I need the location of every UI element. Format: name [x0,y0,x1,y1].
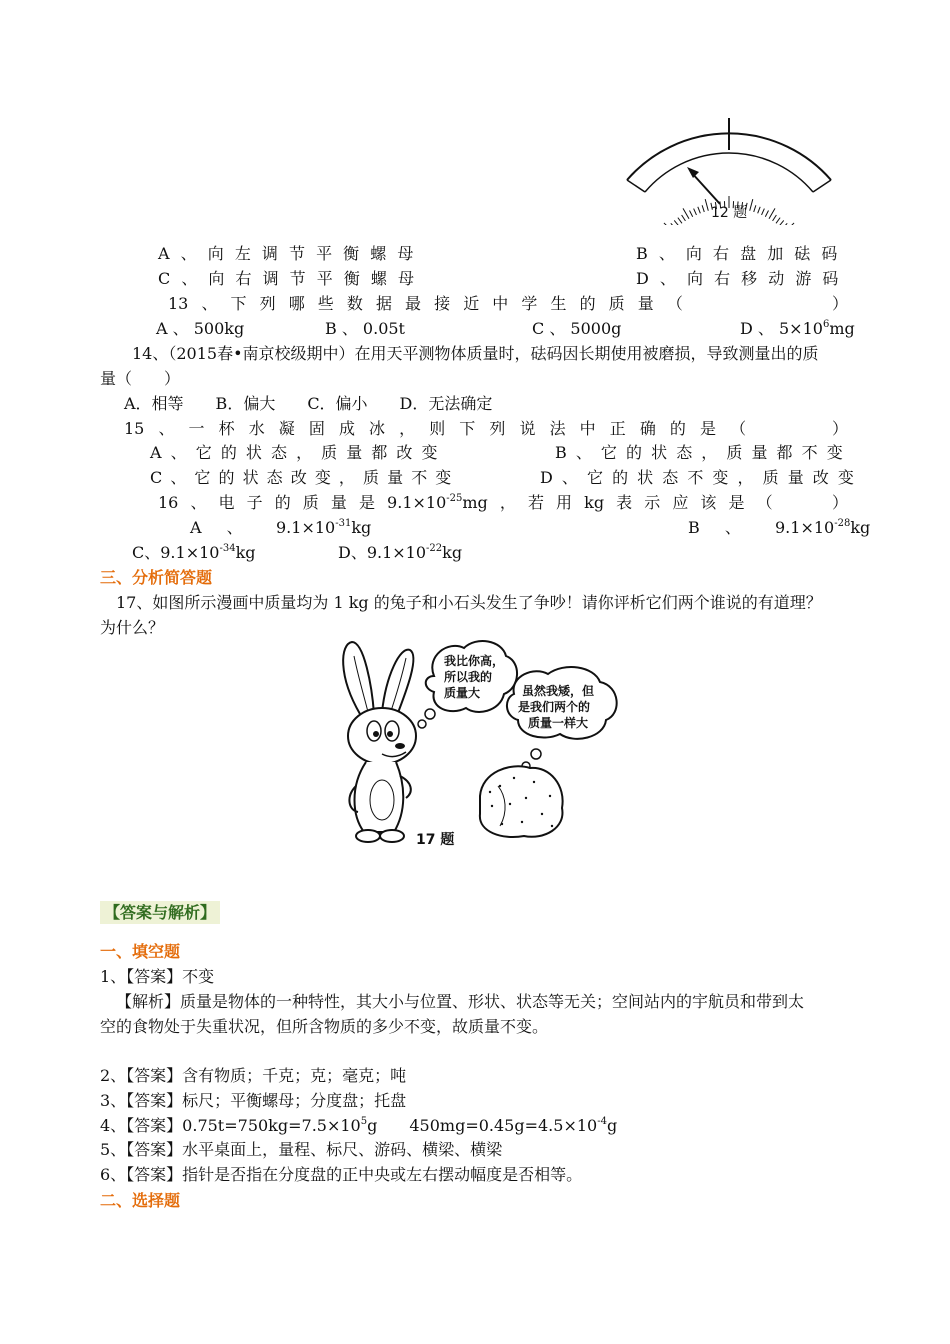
q15-option-a: A 、 它 的 状 态 ， 质 量 都 改 变 [150,443,438,462]
q17-line1: 17、如图所示漫画中质量均为 1 kg 的兔子和小石头发生了争吵！请你评析它们两个谁说的有道理？ [116,593,822,612]
bubble-rabbit-line2: 所以我的 [444,670,493,684]
q16-option-b: $9.1\times 10^{-28}kg$ [775,518,871,537]
dial-tick [682,215,686,221]
q15-option-d: D 、 它 的 状 态 不 变 ， 质 量 改 变 [540,468,854,487]
dial-tick [773,215,777,221]
q16-paren: ） [832,493,849,512]
answer-1: 1、【答案】不变 [100,967,215,986]
q13-option-a: A 、 500kg [156,319,245,338]
dial-tick [769,208,775,218]
q12-option-c: C 、 向 右 调 节 平 衡 螺 母 [158,269,415,288]
figure-17 [330,636,630,854]
figure-17-caption: 17 题 [416,832,455,848]
q17-line2: 为什么？ [100,618,165,637]
q13-option-d: D 、 $5\times 10^6mg$ [740,319,855,338]
bubble-stone-line2: 是我们两个的 [518,700,591,714]
q16-option-a: $9.1\times 10^{-31}kg$ [276,518,372,537]
dial-tick [750,199,753,211]
q15-stem: 15 、 一 杯 水 凝 固 成 冰 ， 则 下 列 说 法 中 正 确 的 是 （ [124,419,747,438]
q13-option-b: B 、 0.05t [325,319,405,338]
dial-tick [698,207,701,214]
bubble-rabbit-line3: 质量大 [444,686,481,700]
q15-option-c: C 、 它 的 状 态 改 变 ， 质 量 不 变 [150,468,452,487]
dial-tick [762,209,765,215]
dial-tick [702,205,704,212]
q16-option-d: D、$9.1\times 10^{-22}kg$ [338,543,463,562]
bubble-stone-line3: 质量一样大 [528,716,589,730]
dial-tick [690,210,693,216]
dial-tick [765,210,768,216]
answer-6: 6、【答案】指针是否指在分度盘的正中央或左右摆动幅度是否相等。 [100,1165,583,1184]
bubble-stone-line1: 虽然我矮，但 [522,684,595,698]
dial-tick [678,218,682,224]
q16-option-b-label: B 、 [688,518,741,537]
dial-tick [783,223,788,225]
q12-option-a: A 、 向 左 调 节 平 衡 螺 母 [158,244,414,263]
q12-option-d: D 、 向 右 移 动 游 码 [636,269,839,288]
q15-option-b: B 、 它 的 状 态 ， 质 量 都 不 变 [555,443,843,462]
q14-line1: 14、（2015春•南京校级期中）在用天平测物体质量时，砝码因长期使用被磨损，导致测量出的质 [132,344,819,363]
answer-4: 4、【答案】$0.75t=750kg=7.5\times 10^5g$ $450mg=0.45g=4.5\times 10^{-4}g$ [100,1116,618,1135]
q12-option-b: B 、 向 右 盘 加 砝 码 [636,244,838,263]
answers-section-2-title: 二、选择题 [100,1191,181,1210]
dial-tick [705,199,708,211]
answers-header: 【答案与解析】 [100,903,220,923]
answer-3: 3、【答案】标尺；平衡螺母；分度盘；托盘 [100,1091,407,1110]
bubble-rabbit-line1: 我比你高， [444,654,505,668]
q14-line2: 量（ ） [100,369,181,388]
dial-tick [671,223,676,225]
q16-option-c: C、$9.1\times 10^{-34}kg$ [132,543,256,562]
q15-paren: ） [832,419,849,438]
dial-tick [754,205,756,212]
q13-paren: ） [832,294,849,313]
q14-options: A．相等 B．偏大 C．偏小 D．无法确定 [124,394,493,413]
q13-option-c: C 、 5000g [532,319,622,338]
dial-tick [758,207,761,214]
dial-tick [683,208,689,218]
answers-section-1-title: 一、填空题 [100,942,181,961]
answer-1-explanation-line1: 【解析】质量是物体的一种特性，其大小与位置、形状、状态等无关；空间站内的宇航员和带到太 [116,992,805,1011]
dial-tick [776,218,780,224]
figure-12 [615,110,845,225]
figure-12-caption: 12 题 [711,205,748,221]
dial-tick [694,209,697,215]
answer-5: 5、【答案】水平桌面上，量程、标尺、游码、横梁、横梁 [100,1140,503,1159]
answer-2: 2、【答案】含有物质；千克；克；毫克；吨 [100,1066,407,1085]
q16-stem: 16 、 电 子 的 质 量 是 $9.1\times 10^{-25}mg$ ， 若 用 kg 表 示 应 该 是 （ [158,493,773,512]
q16-option-a-label: A 、 [190,518,243,537]
answer-1-explanation-line2: 空的食物处于失重状况，但所含物质的多少不变，故质量不变。 [100,1017,549,1036]
section-3-title: 三、分析简答题 [100,568,213,587]
dial-tick [779,220,783,225]
dial-tick [674,220,678,225]
q13-stem: 13 、 下 列 哪 些 数 据 最 接 近 中 学 生 的 质 量 （ [168,294,683,313]
